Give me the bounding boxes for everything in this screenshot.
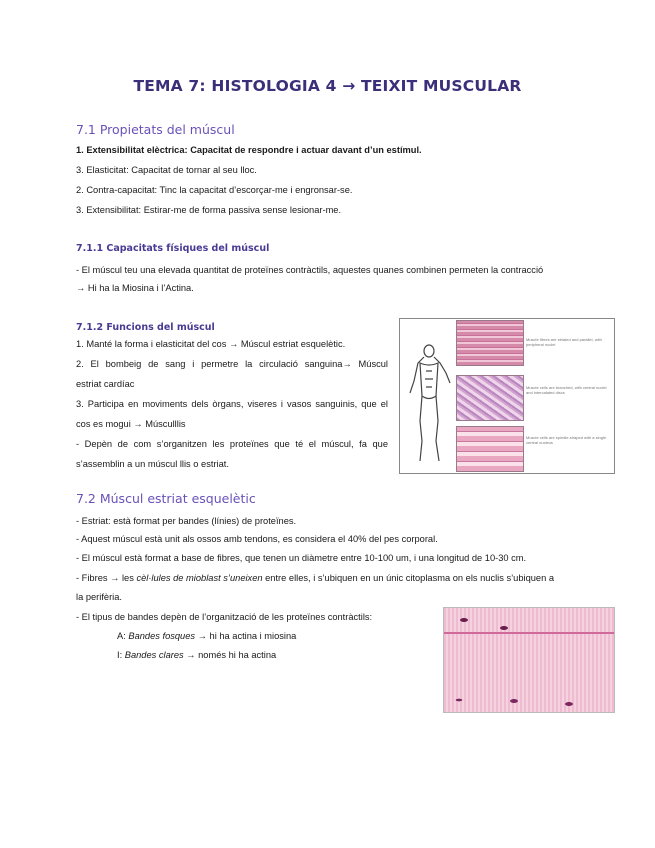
paragraph-line: - Estriat: està format per bandes (línies) de proteïnes. — [76, 516, 297, 526]
muscle-types-figure — [399, 318, 615, 474]
list-item: cos es mogui → Músculllis — [76, 419, 186, 429]
paragraph-line: - El tipus de bandes depèn de l’organització de les proteïnes contràctils: — [76, 612, 373, 622]
list-item: estriat cardíac — [76, 379, 135, 389]
section-heading-7-1-2: 7.1.2 Funcions del múscul — [76, 322, 215, 333]
list-item: - Depèn de com s’organitzen les proteïnes que té el múscul, fa que — [76, 439, 388, 449]
paragraph-line: - El múscul està format a base de fibres, que tenen un diàmetre entre 10-100 um, i una longitud de 10-30 cm. — [76, 553, 527, 563]
list-item: 3. Elasticitat: Capacitat de tornar al seu lloc. — [76, 165, 257, 175]
cardiac-muscle-image — [456, 375, 524, 421]
list-item: 2. Contra-capacitat: Tinc la capacitat d’escorçar-me i engronsar-se. — [76, 185, 353, 195]
skeletal-muscle-image — [456, 320, 524, 366]
section-heading-7-2: 7.2 Múscul estriat esquelètic — [76, 491, 256, 506]
paragraph-line: la perifèria. — [76, 592, 122, 602]
section-heading-7-1-1: 7.1.1 Capacitats físiques del múscul — [76, 243, 270, 254]
band-a-item: A: Bandes fosques → hi ha actina i miosina — [117, 631, 297, 641]
paragraph-line: - Fibres → les cèl·lules de mioblast s’uneixen entre elles, i s’ubiquen en un únic citoplasma on els nuclis s’ubiquen a — [76, 573, 555, 583]
functions-list — [76, 334, 388, 474]
page-title: TEMA 7: HISTOLOGIA 4 → TEIXIT MUSCULAR — [133, 77, 522, 95]
paragraph-line: - Aquest múscul està unit als ossos amb tendons, es considera el 40% del pes corporal. — [76, 534, 438, 544]
list-item: 3. Extensibilitat: Estirar-me de forma passiva sense lesionar-me. — [76, 205, 342, 215]
figure-caption: Muscle cells are spindle-shaped with a single central nucleus — [526, 435, 607, 445]
band-i-item: I: Bandes clares → només hi ha actina — [117, 650, 277, 660]
list-item: 1. Manté la forma i elasticitat del cos → Múscul estriat esquelètic. — [76, 339, 346, 349]
list-item: 1. Extensibilitat elèctrica: Capacitat de respondre i actuar davant d’un estímul. — [76, 145, 422, 155]
smooth-muscle-image — [456, 426, 524, 472]
skeletal-muscle-histology-image — [443, 607, 615, 713]
list-item: 2. El bombeig de sang i permetre la circulació sanguina→ Múscul — [76, 359, 388, 369]
figure-caption: Muscle cells are branched, with central nuclei and intercalated discs — [526, 385, 607, 395]
paragraph-line: - El múscul teu una elevada quantitat de proteïnes contràctils, aquestes quanes combinen permeten la contracció — [76, 265, 544, 275]
paragraph-line: → Hi ha la Miosina i l’Actina. — [76, 283, 194, 293]
list-item: 3. Participa en moviments dels òrgans, viseres i vasos sanguinis, que el — [76, 399, 388, 409]
section-heading-7-1: 7.1 Propietats del múscul — [76, 122, 235, 137]
anatomy-figure-icon — [406, 341, 452, 467]
figure-caption: Muscle fibres are striated and parallel, with peripheral nuclei — [526, 337, 602, 347]
list-item: s’assemblin a un múscul llis o estriat. — [76, 459, 229, 469]
